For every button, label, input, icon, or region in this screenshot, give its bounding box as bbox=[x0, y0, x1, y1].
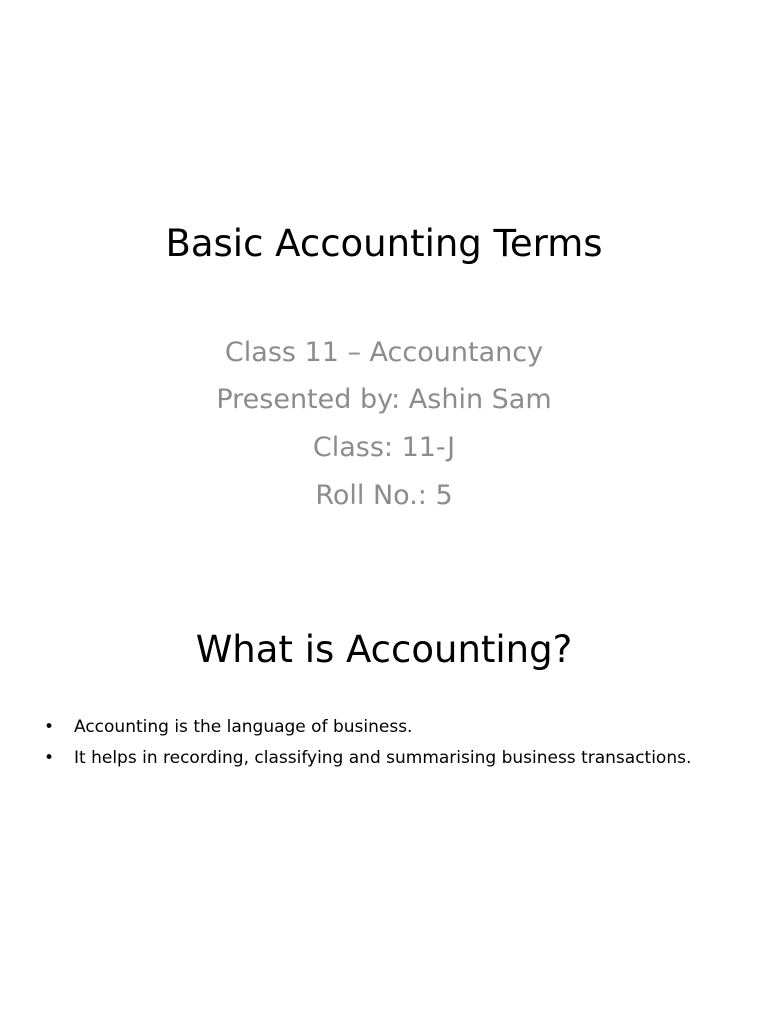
subtitle-presenter: Presented by: Ashin Sam bbox=[216, 384, 552, 415]
bullet-text: Accounting is the language of business. bbox=[74, 717, 413, 737]
list-item bbox=[44, 747, 744, 769]
slide-title: Basic Accounting Terms bbox=[165, 222, 603, 265]
slide-what-is-accounting bbox=[0, 560, 768, 1024]
bullet-text: It helps in recording, classifying and summarising business transactions. bbox=[74, 748, 692, 768]
bullet-icon: • bbox=[44, 748, 55, 768]
subtitle-roll-number: Roll No.: 5 bbox=[315, 480, 453, 511]
list-item bbox=[44, 716, 744, 738]
slide-heading: What is Accounting? bbox=[195, 628, 573, 671]
subtitle-course: Class 11 – Accountancy bbox=[224, 337, 544, 368]
bullet-icon: • bbox=[44, 717, 55, 737]
subtitle-class: Class: 11-J bbox=[312, 432, 456, 463]
